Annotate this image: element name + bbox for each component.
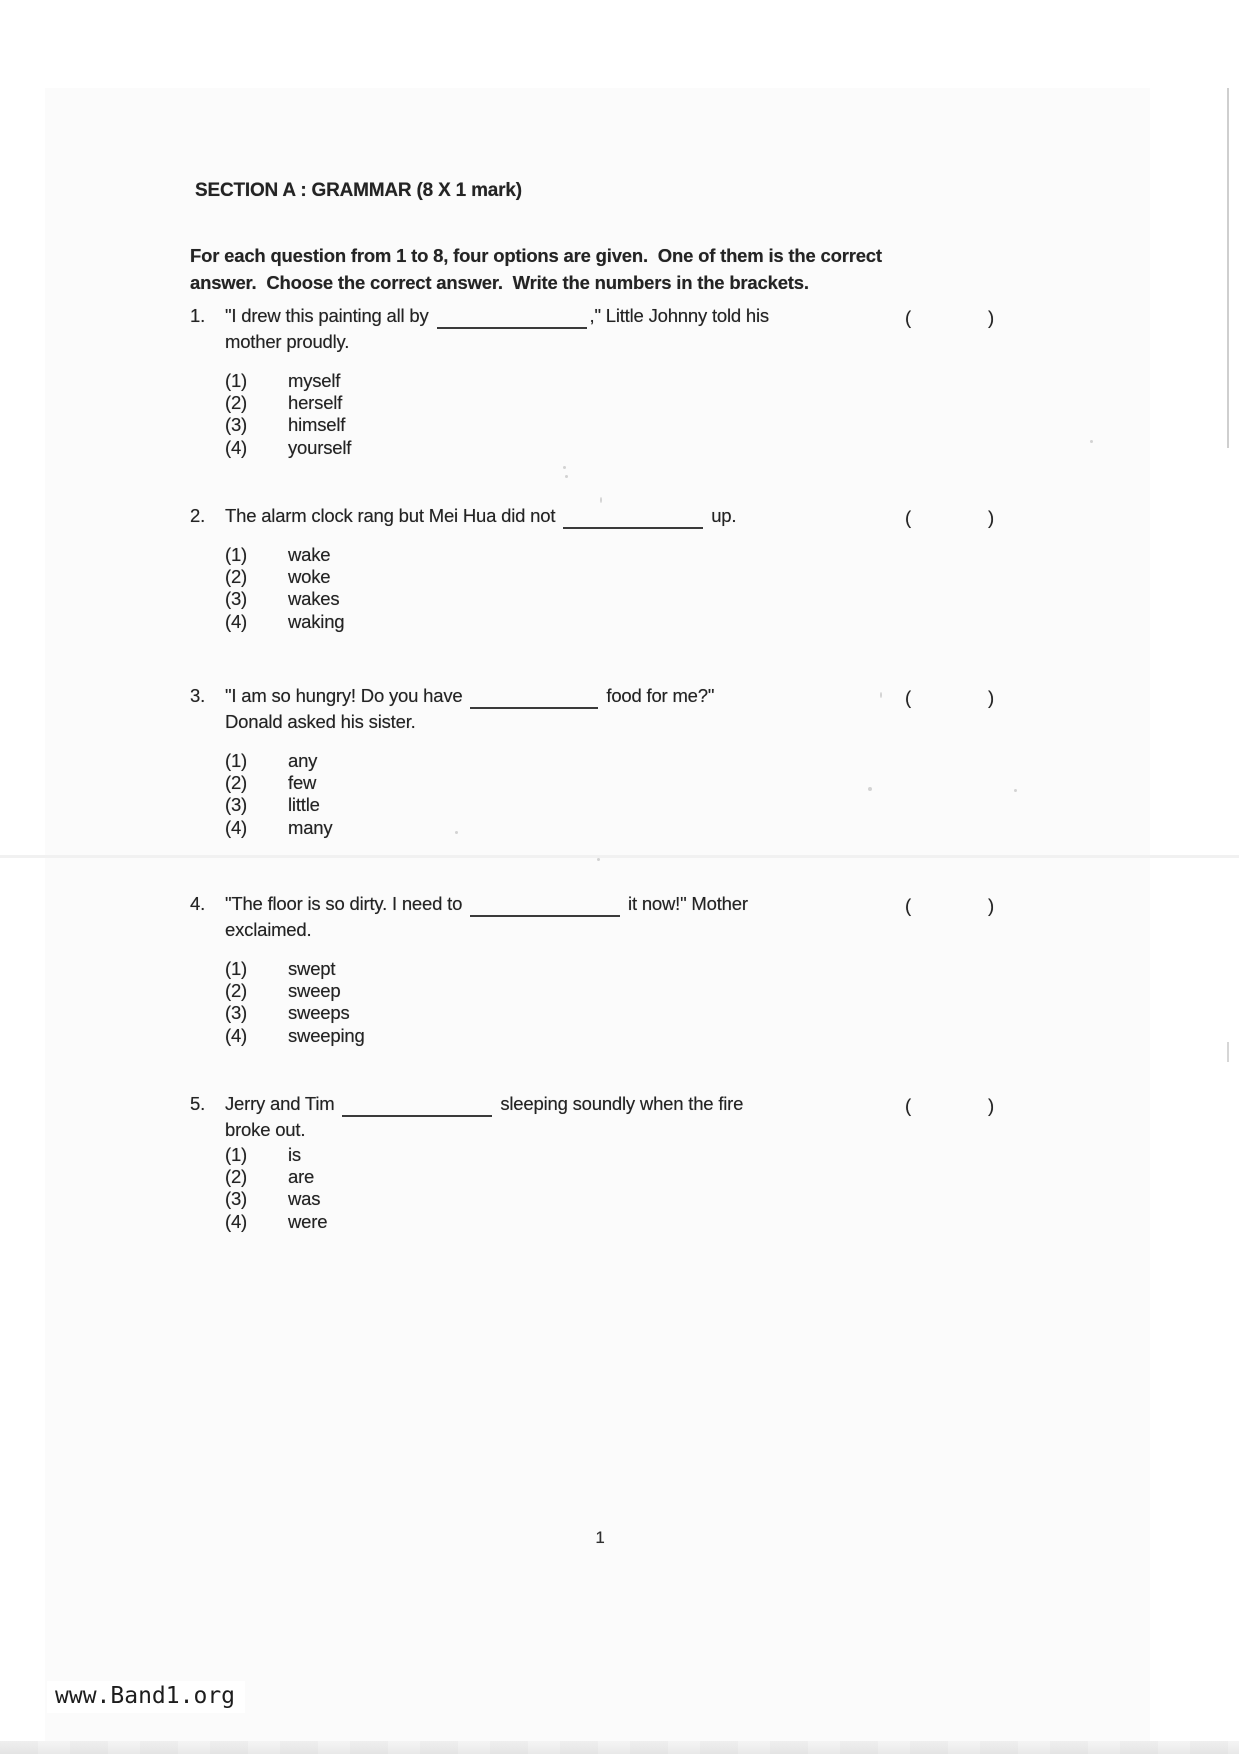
question-text-after-blank: sleeping soundly when the fire [495, 1093, 744, 1114]
scan-speck [565, 475, 568, 478]
option-label: were [288, 1210, 328, 1232]
question-text-after-blank: ," Little Johnny told his [589, 305, 769, 326]
question-4 [190, 891, 1050, 1047]
question-number: 4. [190, 893, 206, 914]
option-number: (4) [225, 1210, 248, 1232]
bracket-open: ( [905, 307, 911, 328]
answer-brackets [190, 1093, 1050, 1119]
option-number: (4) [225, 436, 248, 458]
answer-brackets [190, 305, 1050, 331]
option-row [225, 958, 905, 980]
option-row [225, 414, 905, 436]
option-number: (4) [225, 1024, 248, 1046]
bracket-open: ( [905, 687, 911, 708]
option-label: sweep [288, 980, 341, 1002]
scan-speck [600, 497, 602, 503]
question-text-before-blank: The alarm clock rang but Mei Hua did not [225, 505, 561, 526]
instructions [190, 242, 1050, 296]
question-5 [190, 1091, 1050, 1233]
question-number: 2. [190, 505, 206, 526]
question-number: 1. [190, 305, 206, 326]
option-label: yourself [288, 436, 352, 458]
question-text-line-2: broke out. [225, 1119, 306, 1140]
option-row [225, 772, 905, 794]
option-label: are [288, 1166, 315, 1188]
option-row [225, 750, 905, 772]
scan-smudge [0, 855, 1239, 858]
option-label: sweeping [288, 1024, 365, 1046]
option-number: (2) [225, 1166, 248, 1188]
question-text-after-blank: up. [706, 505, 737, 526]
option-label: herself [288, 392, 343, 414]
option-label: was [288, 1188, 321, 1210]
option-row [225, 980, 905, 1002]
option-row [225, 1166, 905, 1188]
option-label: few [288, 772, 317, 794]
scan-speck [563, 466, 566, 469]
option-number: (3) [225, 1002, 248, 1024]
question-text-after-blank: food for me?" [601, 685, 715, 706]
section-title: SECTION A : GRAMMAR (8 X 1 mark) [195, 180, 522, 201]
options-list [225, 958, 905, 1047]
option-row [225, 566, 905, 588]
scan-edge-line [1227, 88, 1229, 448]
bracket-open: ( [905, 1095, 911, 1116]
question-text-after-blank: it now!" Mother [623, 893, 748, 914]
option-number: (1) [225, 544, 248, 565]
option-number: (2) [225, 772, 248, 794]
watermark-url: www.Band1.org [47, 1681, 245, 1713]
option-number: (4) [225, 816, 248, 838]
question-3 [190, 683, 1050, 839]
scan-edge-line [1227, 1042, 1229, 1062]
option-label: woke [288, 566, 331, 588]
bracket-open: ( [905, 895, 911, 916]
scan-speck [597, 858, 600, 861]
option-label: waking [288, 610, 345, 632]
option-row [225, 392, 905, 414]
answer-brackets [190, 505, 1050, 531]
page-number: 1 [595, 1528, 605, 1547]
option-number: (2) [225, 980, 248, 1002]
option-label: is [288, 1144, 301, 1165]
option-number: (2) [225, 566, 248, 588]
option-row [225, 1188, 905, 1210]
option-number: (2) [225, 392, 248, 414]
answer-brackets [190, 893, 1050, 919]
option-row [225, 370, 905, 392]
option-row [225, 794, 905, 816]
option-label: wakes [288, 588, 340, 610]
option-number: (1) [225, 370, 248, 391]
bracket-close: ) [988, 687, 994, 708]
option-number: (1) [225, 958, 248, 979]
option-label: swept [288, 958, 336, 979]
answer-brackets [190, 685, 1050, 711]
bracket-close: ) [988, 507, 994, 528]
option-number: (3) [225, 414, 248, 436]
option-label: many [288, 816, 333, 838]
question-number: 3. [190, 685, 206, 706]
option-row [225, 1211, 905, 1233]
question-1 [190, 303, 1050, 459]
instructions-line-2: answer. Choose the correct answer. Write the numbers in the brackets. [190, 272, 809, 293]
option-row [225, 437, 905, 459]
option-label: wake [288, 544, 331, 565]
option-row [225, 611, 905, 633]
bracket-close: ) [988, 1095, 994, 1116]
question-text-before-blank: "I am so hungry! Do you have [225, 685, 468, 706]
options-list [225, 544, 905, 633]
option-row [225, 1002, 905, 1024]
scan-speck [880, 692, 882, 698]
option-row [225, 1025, 905, 1047]
question-text-before-blank: Jerry and Tim [225, 1093, 340, 1114]
option-label: any [288, 750, 318, 771]
question-number: 5. [190, 1093, 206, 1114]
question-text-before-blank: "The floor is so dirty. I need to [225, 893, 468, 914]
option-label: little [288, 794, 320, 816]
scan-speck [1014, 789, 1017, 792]
option-label: himself [288, 414, 346, 436]
option-number: (3) [225, 588, 248, 610]
options-list [225, 750, 905, 839]
scan-speck [1090, 440, 1093, 443]
option-number: (1) [225, 750, 248, 771]
options-list [225, 370, 905, 459]
question-2 [190, 503, 1050, 633]
option-number: (3) [225, 794, 248, 816]
option-row [225, 588, 905, 610]
question-text-line-2: Donald asked his sister. [225, 711, 416, 732]
bracket-close: ) [988, 307, 994, 328]
bracket-open: ( [905, 507, 911, 528]
option-number: (1) [225, 1144, 248, 1165]
scan-speck [455, 831, 458, 834]
question-text-before-blank: "I drew this painting all by [225, 305, 434, 326]
option-row [225, 817, 905, 839]
question-text-line-2: mother proudly. [225, 331, 350, 352]
option-number: (4) [225, 610, 248, 632]
option-number: (3) [225, 1188, 248, 1210]
bracket-close: ) [988, 895, 994, 916]
option-row [225, 1144, 905, 1166]
scan-speck [868, 787, 872, 791]
instructions-line-1: For each question from 1 to 8, four options are given. One of them is the correct [190, 245, 882, 266]
option-row [225, 544, 905, 566]
option-label: myself [288, 370, 341, 391]
scan-bottom-band [0, 1741, 1239, 1754]
option-label: sweeps [288, 1002, 350, 1024]
options-list [225, 1144, 905, 1233]
question-text-line-2: exclaimed. [225, 919, 312, 940]
